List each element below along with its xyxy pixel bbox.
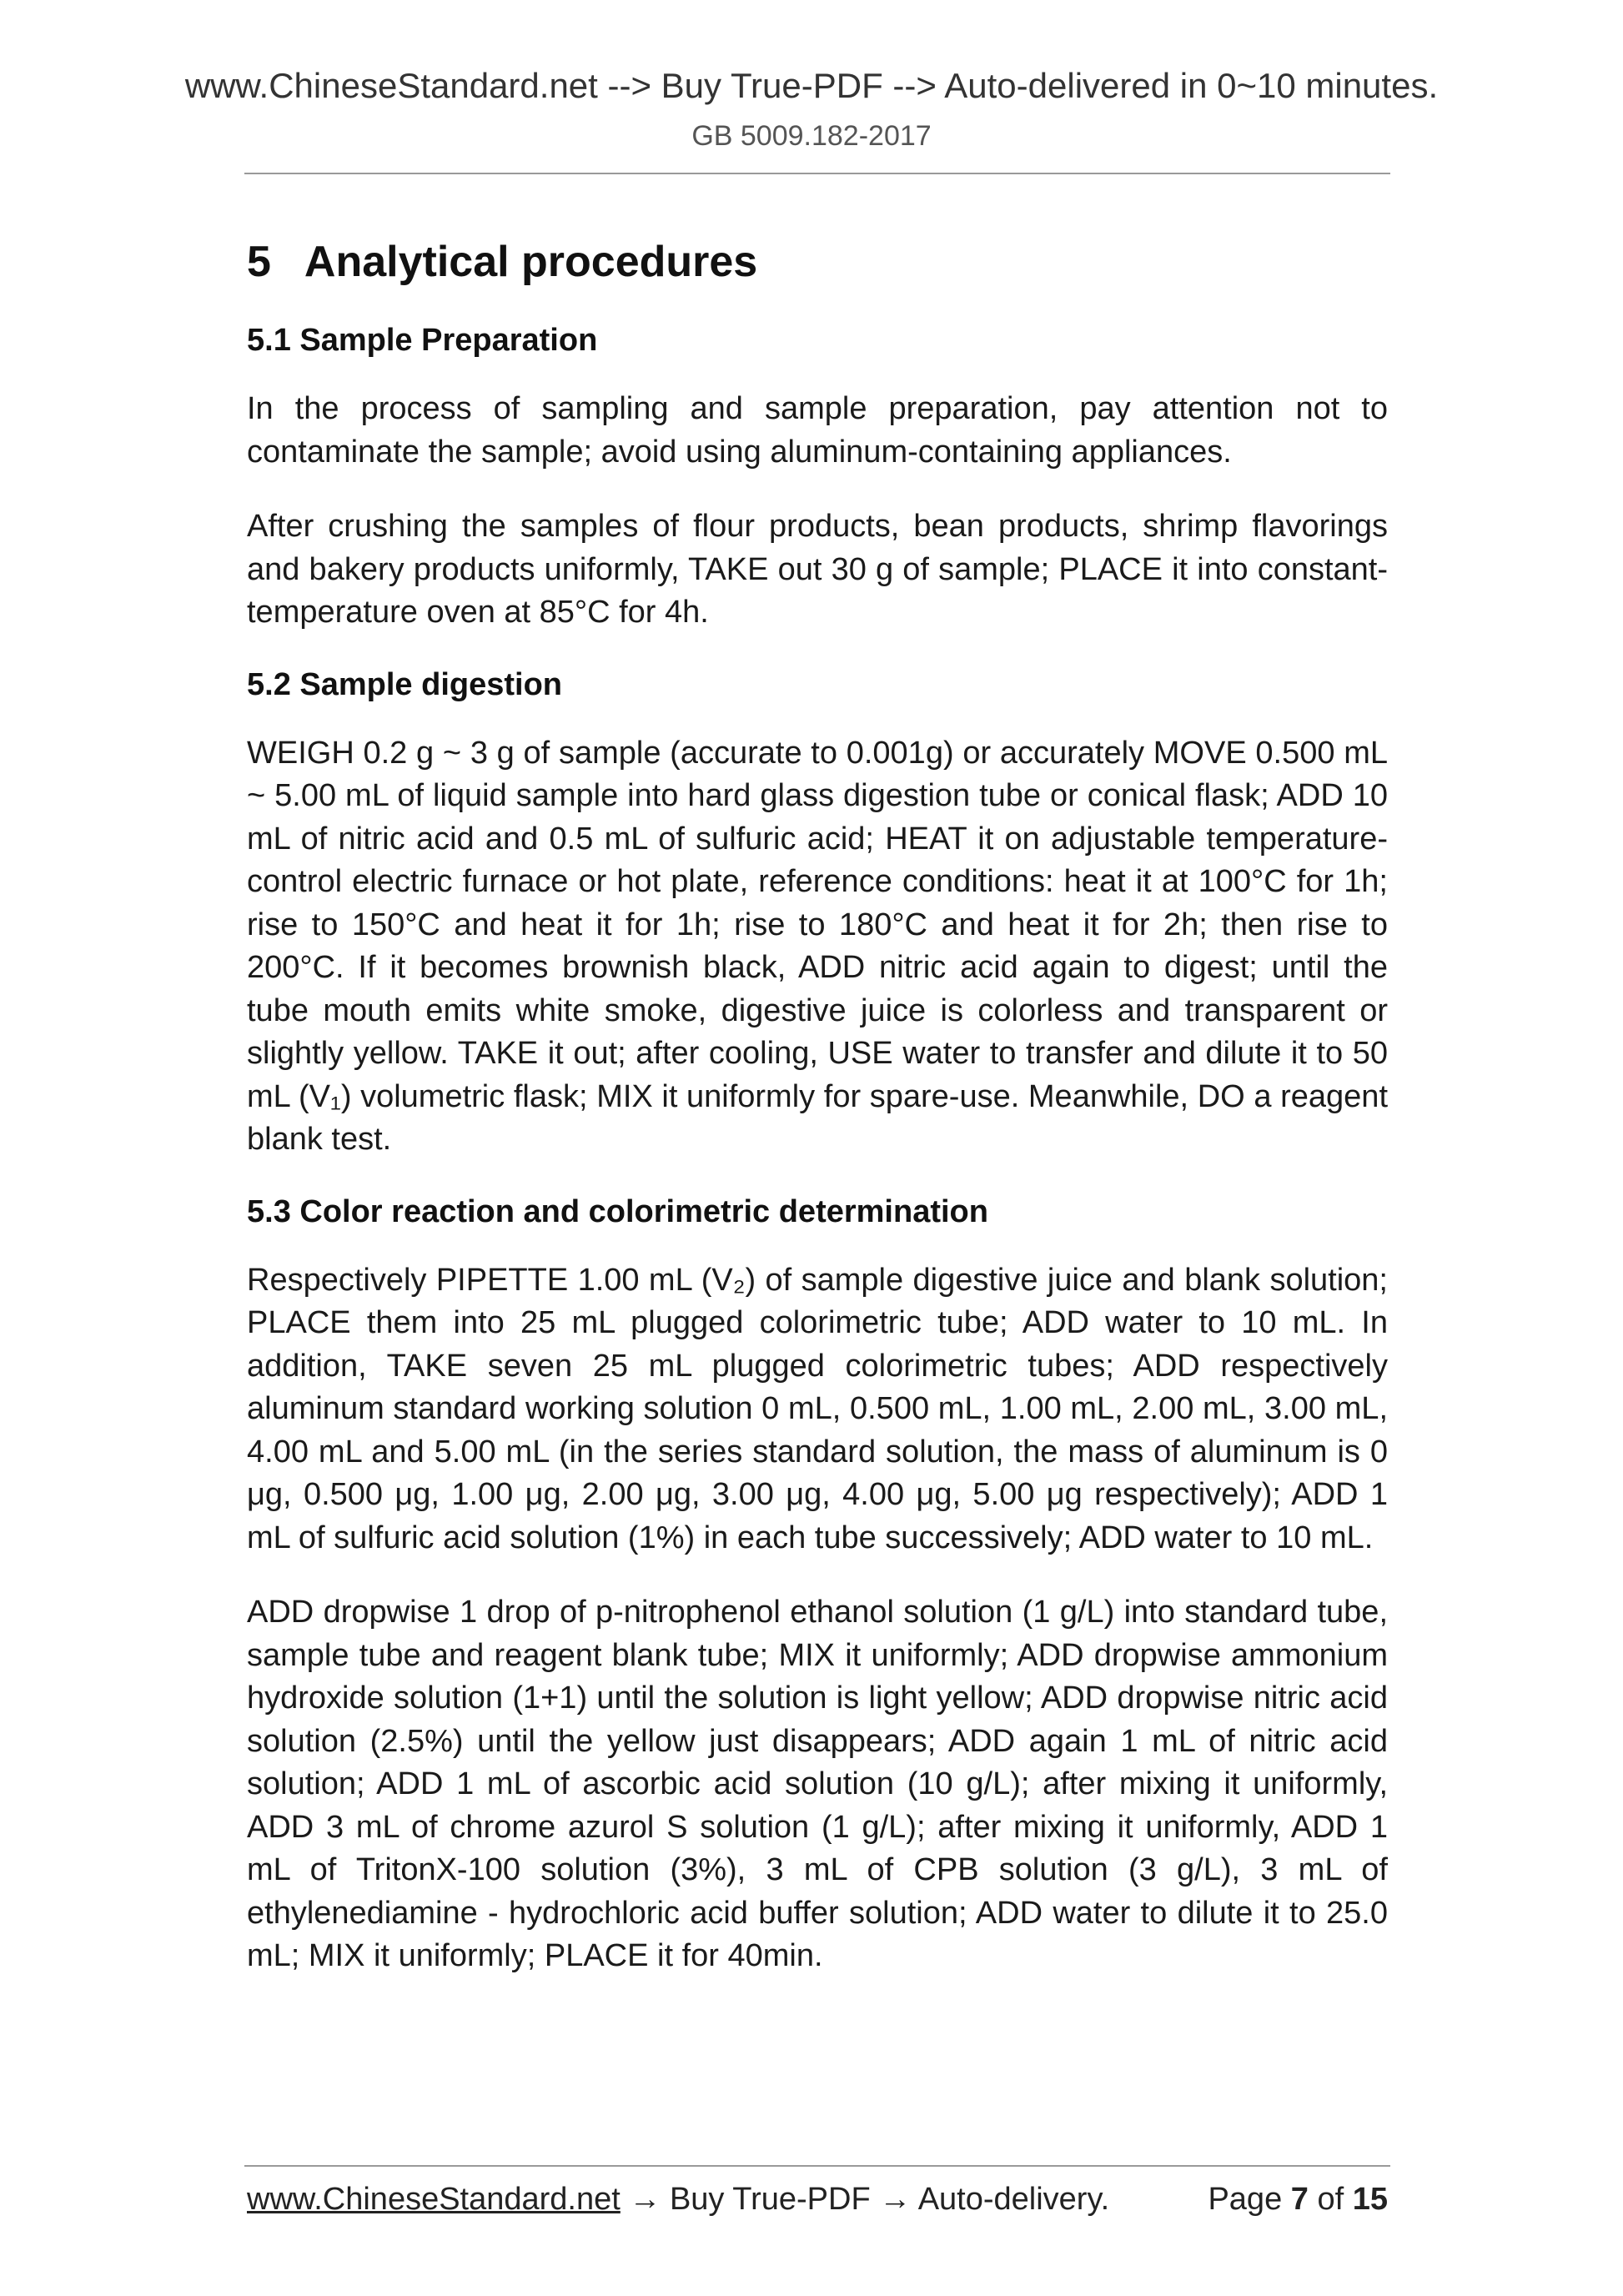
paragraph: Respectively PIPETTE 1.00 mL (V₂) of sample digestive juice and blank solution; PLACE them into 25 mL plugged colorimetric tube; ADD water to 10 mL. In addition, TAKE seven 25 mL plugged colorimetric tubes; ADD respectively aluminum standard working solution 0 mL, 0.500 mL, 1.00 mL, 2.00 mL, 3.00 mL, 4.00 mL and 5.00 mL (in the series standard solution, the mass of aluminum is 0 μg, 0.500 μg, 1.00 μg, 2.00 μg, 3.00 μg, 4.00 μg, 5.00 μg respectively); ADD 1 mL of sulfuric acid solution (1%) in each tube successively; ADD water to 10 mL.	[247, 1262, 1388, 1555]
paragraph: WEIGH 0.2 g ~ 3 g of sample (accurate to 0.001g) or accurately MOVE 0.500 mL ~ 5.00 mL of liquid sample into hard glass digestion tube or conical flask; ADD 10 mL of nitric acid and 0.5 mL of sulfuric acid; HEAT it on adjustable temperature-control electric furnace or hot plate, reference conditions: heat it at 100°C for 1h; rise to 150°C and heat it for 1h; rise to 180°C and heat it for 2h; then rise to 200°C. If it becomes brownish black, ADD nitric acid again to digest; until the tube mouth emits white smoke, digestive juice is colorless and transparent or slightly yellow. TAKE it out; after cooling, USE water to transfer and dilute it to 50 mL (V₁) volumetric flask; MIX it uniformly for spare-use. Meanwhile, DO a reagent blank test.	[247, 735, 1388, 1157]
footer-text: → Buy True-PDF → Auto-delivery.	[620, 2182, 1110, 2217]
page-of: of	[1308, 2182, 1353, 2217]
page-content	[247, 235, 1388, 1978]
page-footer	[247, 2179, 1388, 2219]
footer-divider	[244, 2165, 1390, 2167]
subsection-heading-5-3: 5.3 Color reaction and colorimetric determination	[247, 1193, 988, 1229]
subsection-heading-5-2: 5.2 Sample digestion	[247, 666, 562, 702]
page-total: 15	[1352, 2182, 1388, 2217]
footer-link[interactable]: www.ChineseStandard.net	[247, 2182, 621, 2217]
header-banner: www.ChineseStandard.net --> Buy True-PDF --> Auto-delivered in 0~10 minutes.	[184, 66, 1439, 105]
section-title: Analytical procedures	[304, 238, 758, 286]
footer-left	[247, 2179, 1109, 2219]
standard-code: GB 5009.182-2017	[691, 120, 932, 152]
page-current: 7	[1290, 2182, 1309, 2217]
subsection-heading-5-1: 5.1 Sample Preparation	[247, 323, 598, 358]
paragraph: ADD dropwise 1 drop of p-nitrophenol ethanol solution (1 g/L) into standard tube, sample tube and reagent blank tube; MIX it uniformly; ADD dropwise ammonium hydroxide solution (1+1) until the solution is light yellow; ADD dropwise nitric acid solution (2.5%) until the yellow just disappears; ADD again 1 mL of nitric acid solution; ADD 1 mL of ascorbic acid solution (10 g/L); after mixing it uniformly, ADD 3 mL of chrome azurol S solution (1 g/L); after mixing it uniformly, ADD 1 mL of TritonX-100 solution (3%), 3 mL of CPB solution (3 g/L), 3 mL of ethylenediamine - hydrochloric acid buffer solution; ADD water to dilute it to 25.0 mL; MIX it uniformly; PLACE it for 40min.	[247, 1595, 1388, 1973]
paragraph: In the process of sampling and sample preparation, pay attention not to contaminate the sample; avoid using aluminum-containing appliances.	[247, 391, 1388, 470]
section-heading	[247, 235, 1388, 289]
section-number: 5	[247, 238, 271, 286]
paragraph: After crushing the samples of flour products, bean products, shrimp flavorings and bakery products uniformly, TAKE out 30 g of sample; PLACE it into constant-temperature oven at 85°C for 4h.	[247, 509, 1388, 630]
page-label: Page	[1208, 2182, 1291, 2217]
page-number	[1208, 2179, 1388, 2219]
header-divider	[244, 173, 1390, 174]
